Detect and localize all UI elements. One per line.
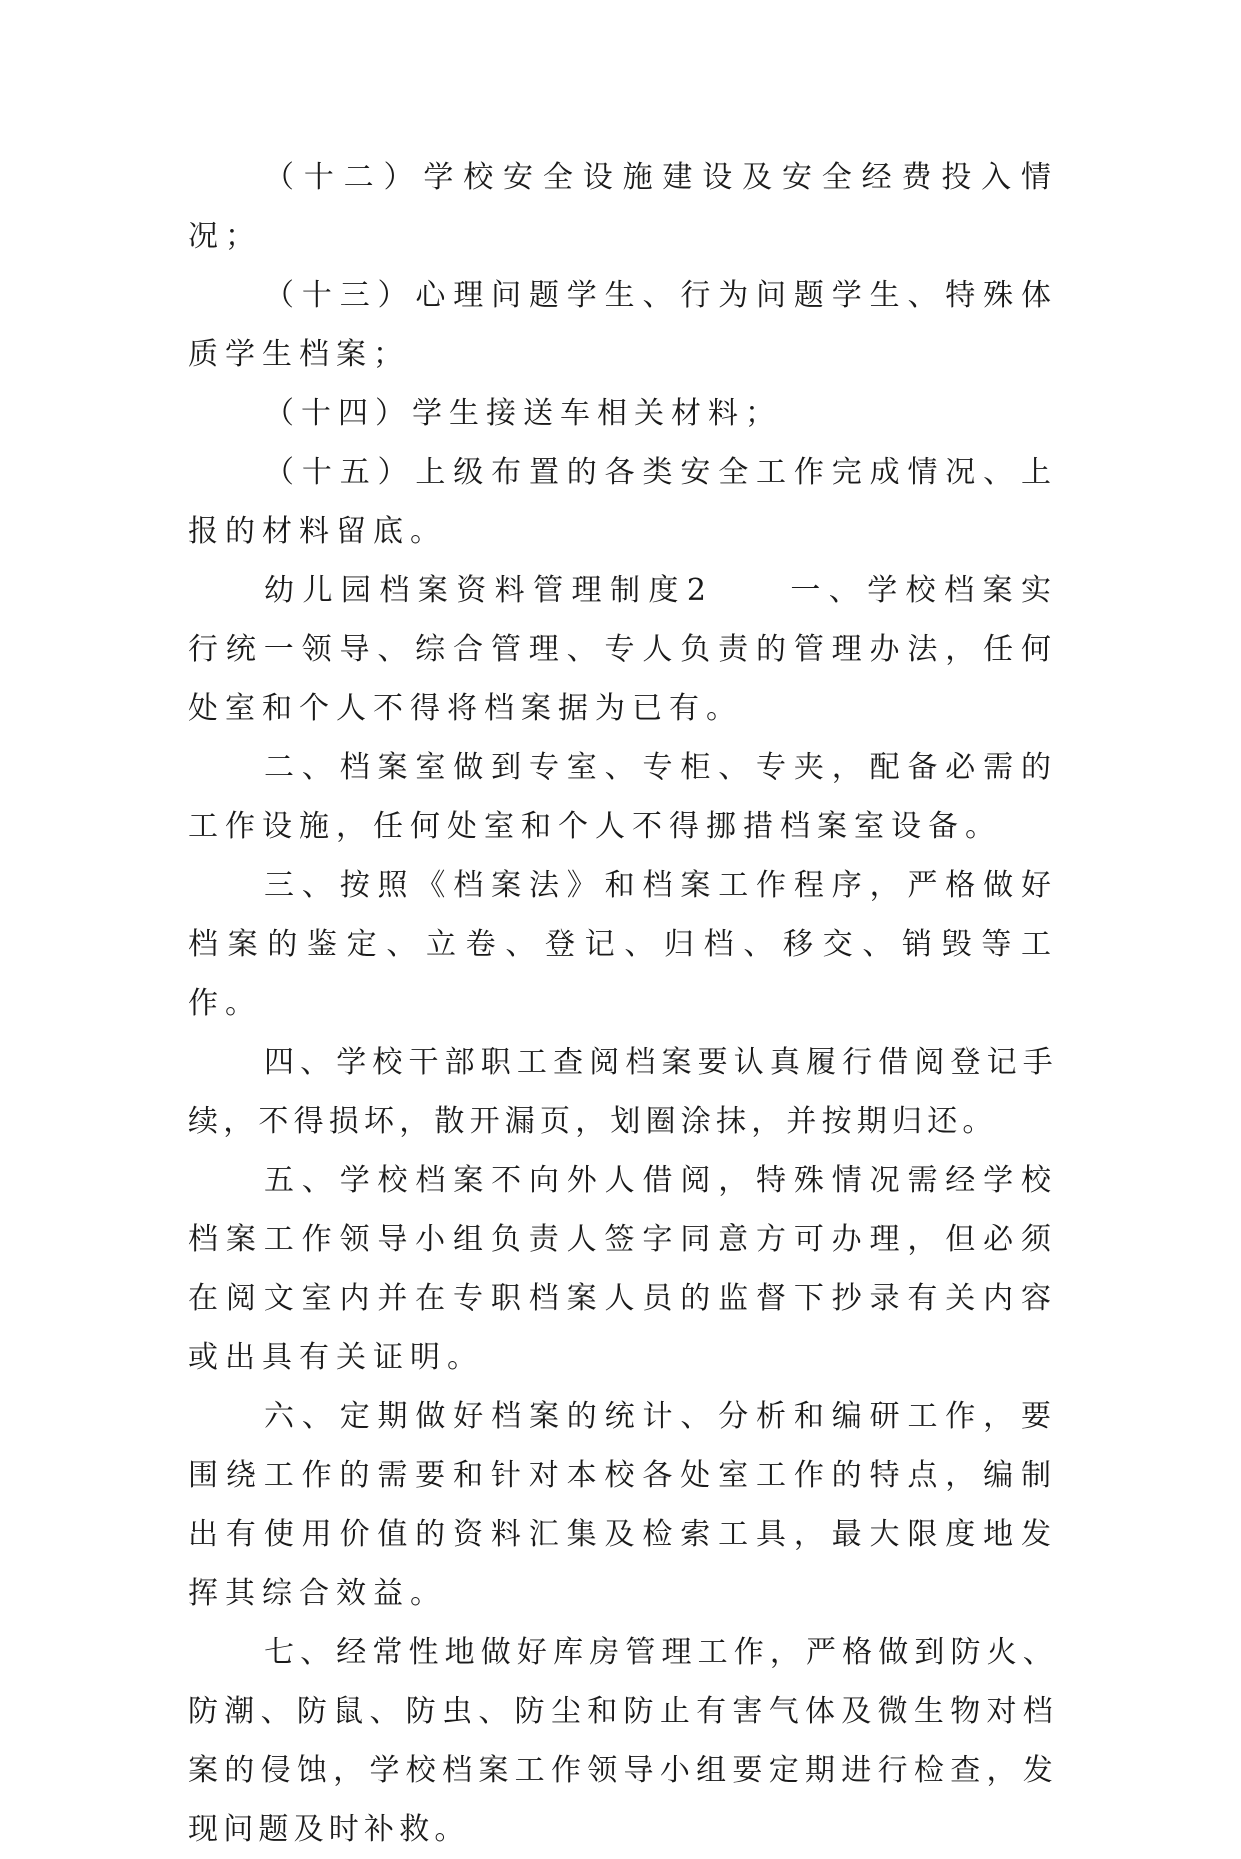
- item-one-text: 一、学校档案实行统一领导、综合管理、专人负责的管理办法，任何处室和个人不得将档案据为已有。: [188, 573, 1058, 726]
- paragraph-fourteen: （十四）学生接送车相关材料；: [264, 396, 782, 431]
- item-two: 二、档案室做到专室、专柜、专夹，配备必需的工作设施，任何处室和个人不得挪措档案室设备。: [188, 750, 1058, 844]
- section-intro-paragraph: [188, 561, 1058, 738]
- section-heading: 幼儿园档案资料管理制度2: [264, 573, 713, 608]
- document-body: [188, 148, 1058, 1859]
- item-three: 三、按照《档案法》和档案工作程序，严格做好档案的鉴定、立卷、登记、归档、移交、销毁等工作。: [188, 868, 1058, 1021]
- item-seven: 七、经常性地做好库房管理工作，严格做到防火、防潮、防鼠、防虫、防尘和防止有害气体及微生物对档案的侵蚀，学校档案工作领导小组要定期进行检查，发现问题及时补救。: [188, 1635, 1058, 1847]
- item-five: 五、学校档案不向外人借阅，特殊情况需经学校档案工作领导小组负责人签字同意方可办理，但必须在阅文室内并在专职档案人员的监督下抄录有关内容或出具有关证明。: [188, 1163, 1058, 1375]
- item-four: 四、学校干部职工查阅档案要认真履行借阅登记手续，不得损坏，散开漏页，划圈涂抹，并按期归还。: [188, 1045, 1058, 1139]
- paragraph-thirteen: （十三）心理问题学生、行为问题学生、特殊体质学生档案；: [188, 278, 1058, 372]
- item-six: 六、定期做好档案的统计、分析和编研工作，要围绕工作的需要和针对本校各处室工作的特点，编制出有使用价值的资料汇集及检索工具，最大限度地发挥其综合效益。: [188, 1399, 1058, 1611]
- paragraph-fifteen: （十五）上级布置的各类安全工作完成情况、上报的材料留底。: [188, 455, 1058, 549]
- paragraph-twelve: （十二）学校安全设施建设及安全经费投入情况；: [188, 160, 1058, 254]
